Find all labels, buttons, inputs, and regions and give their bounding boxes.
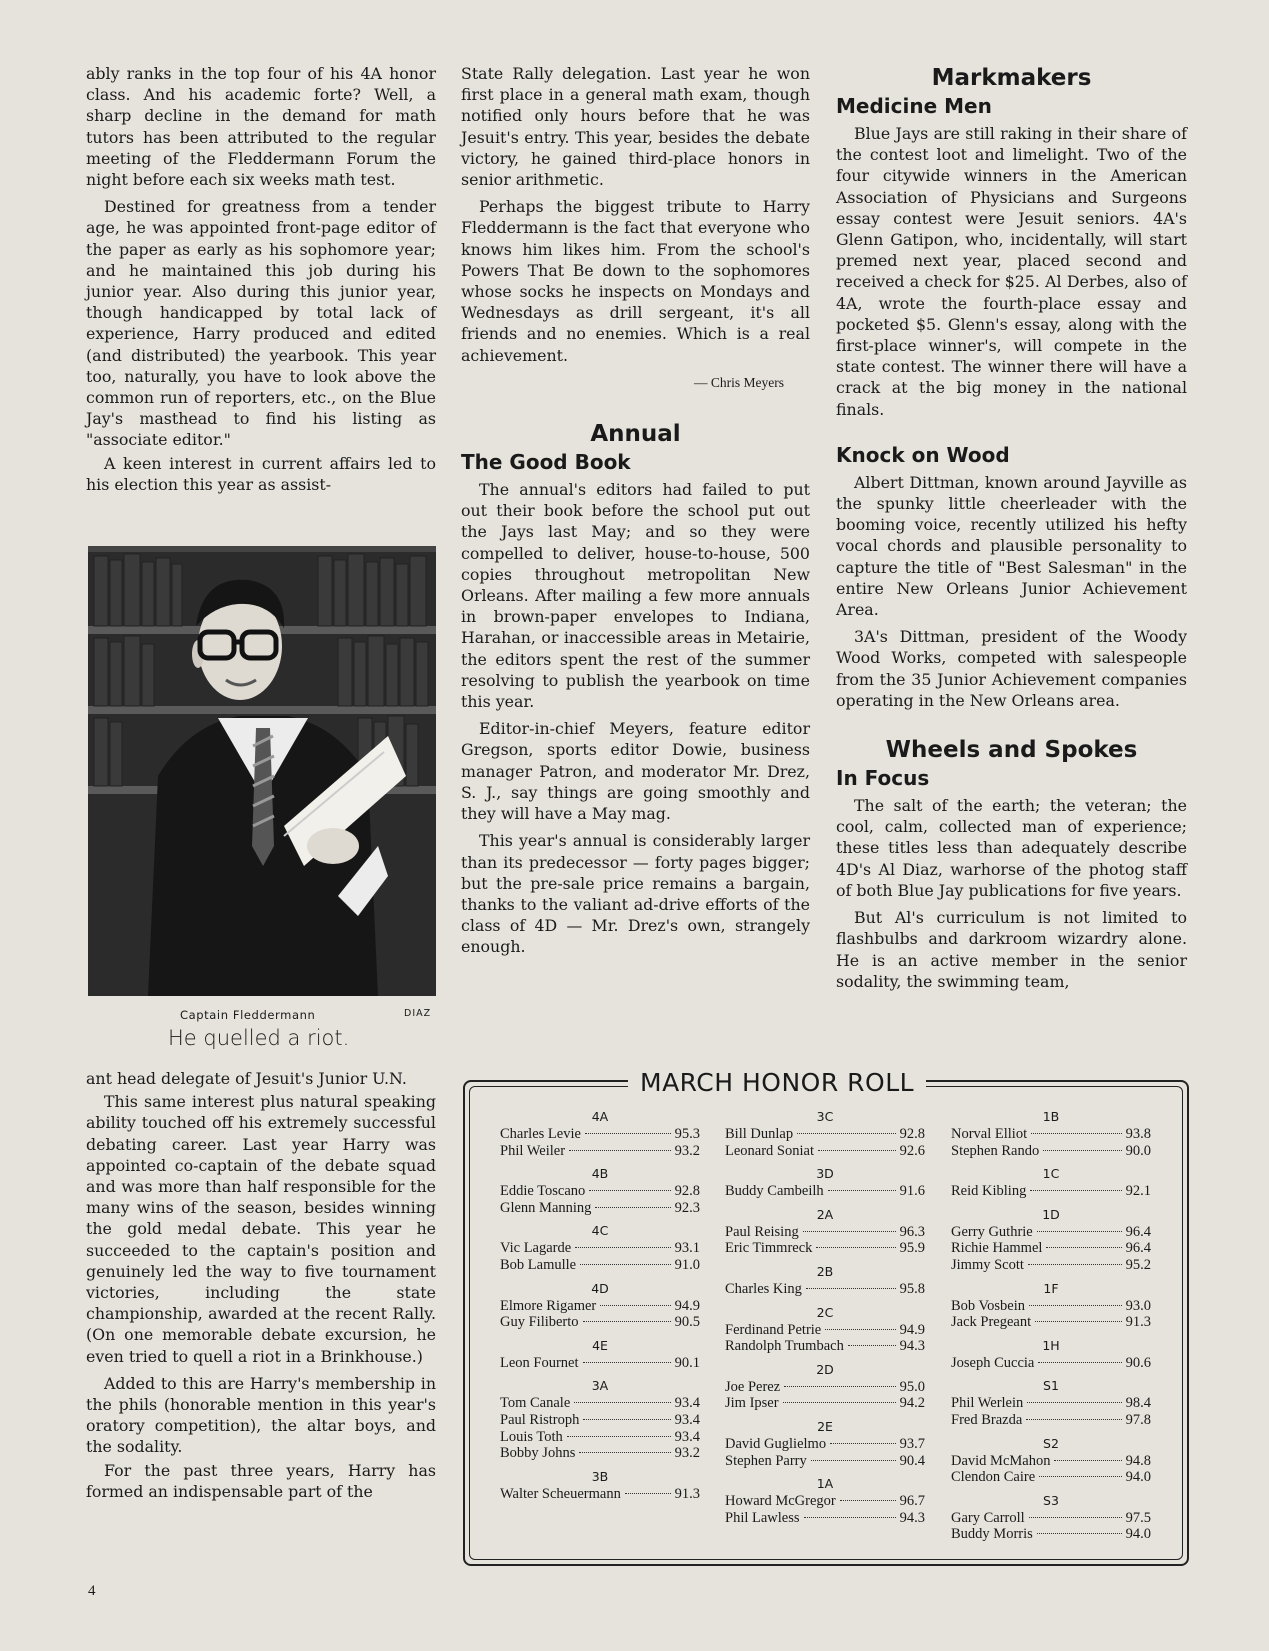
honor-roll-entry — [725, 1436, 925, 1453]
honor-roll-class-group — [951, 1280, 1151, 1331]
article-paragraph: Perhaps the biggest tribute to Harry Fleddermann is the fact that everyone who knows him likes him. From the school's Powers That Be down to the sophomores whose socks he inspects on Mondays and Wednesdays as drill sergeant, it's all friends and no enemies. Which is a real achievement. — [461, 197, 810, 365]
leader-dots — [1054, 1460, 1121, 1461]
article-paragraph: Added to this are Harry's membership in the phils (honorable mention in this year's oratory competition), the altar boys, and the sodality. — [86, 1373, 436, 1457]
student-score: 90.1 — [674, 1354, 700, 1371]
honor-roll-entry — [725, 1224, 925, 1241]
honor-roll-entry — [725, 1281, 925, 1298]
leader-dots — [1026, 1419, 1121, 1420]
student-name: Paul Reising — [725, 1223, 799, 1240]
leader-dots — [1037, 1231, 1122, 1232]
honor-roll-entry — [951, 1314, 1151, 1331]
honor-roll-class-group — [725, 1206, 925, 1257]
leader-dots — [1046, 1247, 1121, 1248]
student-score: 96.4 — [1125, 1240, 1151, 1257]
student-name: Leon Fournet — [500, 1354, 579, 1371]
student-score: 92.6 — [899, 1142, 925, 1159]
honor-roll-class-label: 2E — [817, 1418, 833, 1434]
honor-roll-class-group — [951, 1165, 1151, 1200]
article-paragraph: The salt of the earth; the veteran; the cool, calm, collected man of experience; these titles less than adequately describe 4D's Al Diaz, warhorse of the photog staff of both Blue Jay publications for five years. — [836, 796, 1187, 900]
student-score: 93.0 — [1125, 1297, 1151, 1314]
student-name: Phil Lawless — [725, 1509, 800, 1526]
honor-roll-class-label: 2C — [816, 1304, 834, 1320]
article-paragraph: A keen interest in current affairs led to his election this year as assist- — [86, 453, 436, 494]
student-name: Buddy Morris — [951, 1526, 1033, 1543]
student-name: Walter Scheuermann — [500, 1485, 621, 1502]
student-score: 94.3 — [899, 1338, 925, 1355]
student-score: 91.6 — [899, 1183, 925, 1200]
leader-dots — [1029, 1517, 1122, 1518]
student-name: Randolph Trumbach — [725, 1338, 844, 1355]
honor-roll-class-group — [951, 1492, 1151, 1543]
student-name: Joseph Cuccia — [951, 1354, 1035, 1371]
honor-roll-column — [725, 1108, 925, 1532]
leader-dots — [595, 1207, 670, 1208]
student-name: Paul Ristroph — [500, 1411, 580, 1428]
honor-roll-class-label: 4A — [591, 1109, 609, 1124]
student-score: 93.4 — [674, 1395, 700, 1412]
student-name: Norval Elliot — [951, 1126, 1028, 1142]
honor-roll-class-label: 4D — [591, 1280, 609, 1296]
student-score: 94.3 — [899, 1509, 925, 1526]
student-name: Reid Kibling — [951, 1183, 1027, 1200]
student-score: 95.3 — [674, 1126, 700, 1142]
student-name: Bobby Johns — [500, 1445, 576, 1462]
section-title-annual: Annual — [590, 421, 681, 448]
student-score: 96.7 — [899, 1493, 925, 1510]
student-name: Glenn Manning — [500, 1199, 592, 1216]
article-paragraph: Albert Dittman, known around Jayville as the spunky little cheerleader with the booming voice, recently utilized his hefty vocal chords and plausible personality to capture the title of "Best Salesman" in the entire New Orleans Junior Achievement Area. — [836, 472, 1187, 620]
honor-roll-entry — [951, 1526, 1151, 1543]
leader-dots — [600, 1305, 670, 1306]
honor-roll-class-group — [500, 1468, 700, 1503]
honor-roll-entry — [725, 1143, 925, 1160]
honor-roll-entry — [951, 1355, 1151, 1372]
honor-roll-class-group — [725, 1475, 925, 1526]
student-score: 94.9 — [674, 1297, 700, 1314]
section-title-wheels: Wheels and Spokes — [885, 737, 1138, 764]
student-score: 95.0 — [899, 1378, 925, 1395]
student-name: Louis Toth — [500, 1428, 563, 1445]
leader-dots — [585, 1133, 671, 1134]
honor-roll-entry — [725, 1493, 925, 1510]
student-score: 94.8 — [1125, 1452, 1151, 1469]
leader-dots — [580, 1264, 671, 1265]
photo-caption-label: Captain Fleddermann — [180, 1008, 316, 1022]
student-score: 92.8 — [674, 1183, 700, 1200]
honor-roll-entry — [725, 1240, 925, 1257]
leader-dots — [589, 1190, 670, 1191]
student-score: 97.8 — [1125, 1411, 1151, 1428]
honor-roll-entry — [951, 1510, 1151, 1527]
leader-dots — [579, 1452, 670, 1453]
honor-roll-class-label: 1D — [1042, 1206, 1060, 1222]
honor-roll-entry — [951, 1143, 1151, 1160]
leader-dots — [583, 1321, 671, 1322]
student-name: Eric Timmreck — [725, 1240, 813, 1257]
section-subtitle: Medicine Men — [836, 94, 992, 118]
leader-dots — [569, 1150, 671, 1151]
section-subtitle: In Focus — [836, 766, 930, 791]
section-title-markmakers: Markmakers — [931, 65, 1092, 91]
honor-roll-entry — [951, 1240, 1151, 1257]
leader-dots — [1037, 1533, 1122, 1534]
honor-roll-class-label: 2A — [816, 1206, 834, 1222]
student-score: 95.9 — [899, 1240, 925, 1257]
honor-roll-entry — [951, 1453, 1151, 1470]
honor-roll-class-group — [500, 1165, 700, 1216]
student-name: Bill Dunlap — [725, 1126, 794, 1142]
honor-roll-entry — [500, 1314, 700, 1331]
honor-roll-class-group — [725, 1108, 925, 1159]
honor-roll-entry — [500, 1445, 700, 1462]
student-name: Richie Hammel — [951, 1240, 1043, 1257]
student-score: 90.0 — [1125, 1142, 1151, 1159]
honor-roll-class-group — [951, 1337, 1151, 1372]
honor-roll-entry — [500, 1412, 700, 1429]
leader-dots — [830, 1443, 896, 1444]
student-name: Elmore Rigamer — [500, 1297, 597, 1314]
honor-roll-class-group — [951, 1377, 1151, 1428]
article-paragraph: Blue Jays are still raking in their share of the contest loot and limelight. Two of the four citywide winners in the American Association of Physicians and Surgeons essay contest were Jesuit seniors. 4A's Glenn Gatipon, who, incidentally, will start premed next year, placed second and received a check for $25. Al Derbes, also of 4A, wrote the fourth-place essay and pocketed $5. Glenn's essay, along with the first-place winner's, will compete in the state contest. The winner there will have a crack at the big money in the national finals. — [836, 124, 1187, 419]
photo-credit: DIAZ — [404, 1008, 432, 1019]
article-paragraph: ably ranks in the top four of his 4A honor class. And his academic forte? Well, a sharp decline in the demand for math tutors has been attributed to the regular meeting of the Fleddermann Forum the night before each six weeks math test. — [86, 64, 436, 190]
student-name: Charles Levie — [500, 1126, 581, 1142]
honor-roll-entry — [500, 1429, 700, 1446]
student-name: Stephen Rando — [951, 1142, 1040, 1159]
honor-roll-entry — [725, 1183, 925, 1200]
student-name: Tom Canale — [500, 1395, 571, 1412]
honor-roll-header — [463, 1068, 1185, 1098]
student-score: 90.5 — [674, 1314, 700, 1331]
student-name: Ferdinand Petrie — [725, 1321, 822, 1338]
honor-roll-entry — [500, 1298, 700, 1315]
article-paragraph: 3A's Dittman, president of the Woody Wood Works, competed with salespeople from the 35 Junior Achievement companies operating in the New Orleans area. — [836, 627, 1187, 710]
honor-roll-column — [951, 1108, 1151, 1549]
leader-dots — [811, 1460, 896, 1461]
honor-roll-entry — [500, 1240, 700, 1257]
honor-roll-class-label: 1A — [816, 1476, 834, 1492]
honor-roll-class-group — [725, 1418, 925, 1469]
leader-dots — [583, 1419, 670, 1420]
honor-roll-entry — [951, 1126, 1151, 1143]
student-score: 93.2 — [674, 1142, 700, 1159]
honor-roll-class-label: 3C — [816, 1109, 834, 1124]
page-number: 4 — [88, 1583, 96, 1599]
leader-dots — [583, 1362, 671, 1363]
article-paragraph: Destined for greatness from a tender age, he was appointed front-page editor of the paper as early as his sophomore year; and he maintained this job during his junior year. Also during this junior year, though handicapped by total lack of experience, Harry produced and edited (and distributed) the yearbook. This year too, naturally, you have to look above the common run of reporters, etc., on the Blue Jay's masthead to find his listing as "associate editor." — [86, 197, 436, 450]
student-name: Fred Brazda — [951, 1411, 1023, 1428]
student-name: Phil Werlein — [951, 1395, 1024, 1412]
byline: — Chris Meyers — [694, 374, 784, 390]
leader-dots — [1030, 1190, 1121, 1191]
student-score: 95.8 — [899, 1280, 925, 1297]
honor-roll-entry — [725, 1126, 925, 1143]
student-score: 92.3 — [674, 1199, 700, 1216]
honor-roll-class-label: S3 — [1043, 1492, 1059, 1508]
honor-roll-entry — [500, 1486, 700, 1503]
article-paragraph: Editor-in-chief Meyers, feature editor Gregson, sports editor Dowie, business manager Patron, and moderator Mr. Drez, S. J., say things are going smoothly and they will have a May mag. — [461, 719, 810, 824]
student-name: Howard McGregor — [725, 1493, 836, 1510]
honor-roll-class-label: 4C — [591, 1223, 609, 1239]
honor-roll-class-label: S2 — [1043, 1435, 1059, 1451]
column-3 — [836, 63, 1187, 992]
honor-roll-entry — [951, 1183, 1151, 1200]
student-name: Gary Carroll — [951, 1509, 1025, 1526]
student-name: Jim Ipser — [725, 1395, 779, 1412]
student-score: 97.5 — [1125, 1509, 1151, 1526]
leader-dots — [1031, 1133, 1122, 1134]
column-1-article — [86, 63, 436, 495]
honor-roll-class-group — [725, 1165, 925, 1200]
article-paragraph: This same interest plus natural speaking ability touched off his extremely successful debating career. Last year Harry was appointed co-captain of the debate squad and was more than half responsible for the many wins of the season, besides winning the gold medal debate. This year he succeeded to the captain's position and genuinely led the way to five tournament victories, including the state championship, awarded at the recent Rally. (On one memorable debate excursion, he even tried to quell a riot in a Brinkhouse.) — [86, 1092, 436, 1366]
honor-roll-class-label: 3A — [591, 1378, 609, 1394]
article-paragraph: This year's annual is considerably larger than its predecessor — forty pages bigger; but the pre-sale price remains a bargain, thanks to the valiant ad-drive efforts of the class of 4D — Mr. Drez's own, strangely enough. — [461, 831, 810, 957]
student-name: Bob Lamulle — [500, 1256, 577, 1273]
leader-dots — [840, 1500, 896, 1501]
leader-dots — [567, 1436, 671, 1437]
leader-dots — [803, 1231, 896, 1232]
student-score: 91.3 — [1125, 1314, 1151, 1331]
leader-dots — [848, 1345, 896, 1346]
student-score: 92.1 — [1125, 1183, 1151, 1200]
student-score: 93.1 — [674, 1240, 700, 1257]
student-name: Stephen Parry — [725, 1452, 807, 1469]
article-paragraph: But Al's curriculum is not limited to flashbulbs and darkroom wizardry alone. He is an active member in the senior sodality, the swimming team, — [836, 908, 1187, 991]
honor-roll-class-group — [725, 1263, 925, 1298]
honor-roll-entry — [725, 1338, 925, 1355]
honor-roll-class-label: 1C — [1042, 1166, 1060, 1182]
column-1-article-continued — [86, 1068, 436, 1502]
honor-roll-class-label: 2B — [816, 1263, 834, 1279]
honor-roll-entry — [500, 1143, 700, 1160]
honor-roll-class-group — [500, 1108, 700, 1159]
student-score: 91.0 — [674, 1256, 700, 1273]
honor-roll-class-label: 3D — [816, 1166, 834, 1182]
student-score: 90.6 — [1125, 1354, 1151, 1371]
student-score: 91.3 — [674, 1485, 700, 1502]
article-paragraph: For the past three years, Harry has formed an indispensable part of the — [86, 1460, 436, 1501]
leader-dots — [804, 1517, 896, 1518]
student-name: Joe Perez — [725, 1378, 781, 1395]
leader-dots — [1039, 1476, 1121, 1477]
leader-dots — [818, 1150, 896, 1151]
honor-roll-class-group — [500, 1222, 700, 1273]
column-2 — [461, 63, 810, 958]
honor-roll-entry — [500, 1257, 700, 1274]
honor-roll-entry — [725, 1379, 925, 1396]
student-score: 94.0 — [1125, 1526, 1151, 1543]
portrait-illustration — [88, 546, 436, 996]
honor-roll-class-label: 1H — [1042, 1337, 1060, 1353]
student-score: 95.2 — [1125, 1256, 1151, 1273]
leader-dots — [797, 1133, 896, 1134]
student-score: 93.4 — [674, 1411, 700, 1428]
leader-dots — [1038, 1362, 1121, 1363]
honor-roll-class-group — [500, 1337, 700, 1372]
student-name: David Guglielmo — [725, 1435, 827, 1452]
leader-dots — [1027, 1402, 1121, 1403]
student-name: Buddy Cambeilh — [725, 1183, 824, 1200]
student-score: 93.7 — [899, 1435, 925, 1452]
leader-dots — [1028, 1264, 1122, 1265]
leader-dots — [825, 1329, 895, 1330]
student-name: Guy Filiberto — [500, 1314, 579, 1331]
honor-roll-entry — [951, 1469, 1151, 1486]
student-name: Charles King — [725, 1280, 802, 1297]
student-score: 93.4 — [674, 1428, 700, 1445]
leader-dots — [625, 1493, 671, 1494]
leader-dots — [1035, 1321, 1122, 1322]
student-score: 92.8 — [899, 1126, 925, 1142]
honor-roll-entry — [500, 1200, 700, 1217]
student-score: 96.4 — [1125, 1223, 1151, 1240]
student-name: Eddie Toscano — [500, 1183, 586, 1200]
honor-roll-entry — [725, 1510, 925, 1527]
student-score: 93.8 — [1125, 1126, 1151, 1142]
student-name: Clendon Caire — [951, 1469, 1036, 1486]
honor-roll-class-group — [725, 1304, 925, 1355]
honor-roll-class-group — [500, 1377, 700, 1461]
honor-roll-class-label: 1B — [1042, 1109, 1060, 1124]
honor-roll-class-label: 1F — [1043, 1280, 1059, 1296]
student-name: Jack Pregeant — [951, 1314, 1032, 1331]
article-paragraph: State Rally delegation. Last year he won first place in a general math exam, though notified only hours before that he was Jesuit's entry. This year, besides the debate victory, he gained third-place honors in senior arithmetic. — [461, 64, 810, 190]
honor-roll-entry — [725, 1395, 925, 1412]
honor-roll-column — [500, 1108, 700, 1508]
honor-roll-entry — [500, 1395, 700, 1412]
student-score: 90.4 — [899, 1452, 925, 1469]
student-name: Vic Lagarde — [500, 1240, 572, 1257]
honor-roll-class-label: S1 — [1043, 1378, 1059, 1394]
honor-roll-class-group — [951, 1435, 1151, 1486]
honor-roll-class-label: 4E — [592, 1337, 608, 1353]
student-score: 93.2 — [674, 1445, 700, 1462]
student-score: 94.2 — [899, 1395, 925, 1412]
honor-roll-entry — [951, 1298, 1151, 1315]
student-score: 94.0 — [1125, 1469, 1151, 1486]
honor-roll-entry — [951, 1395, 1151, 1412]
article-paragraph: ant head delegate of Jesuit's Junior U.N. — [86, 1069, 407, 1088]
honor-roll-class-group — [725, 1361, 925, 1412]
student-score: 98.4 — [1125, 1395, 1151, 1412]
student-name: Jimmy Scott — [951, 1256, 1024, 1273]
student-name: Leonard Soniat — [725, 1142, 814, 1159]
leader-dots — [1043, 1150, 1121, 1151]
honor-roll-entry — [951, 1412, 1151, 1429]
honor-roll-entry — [725, 1322, 925, 1339]
honor-roll-entry — [725, 1453, 925, 1470]
leader-dots — [574, 1402, 670, 1403]
article-paragraph: The annual's editors had failed to put out their book before the school put out the Jays last May; and so they were compelled to deliver, house-to-house, 500 copies throughout metropolitan New Orleans. After mailing a few more annuals in brown-paper envelopes to Indiana, Harahan, or inaccessible areas in Metairie, the editors spent the rest of the summer resolving to publish the yearbook on time this year. — [461, 480, 810, 712]
leader-dots — [575, 1247, 670, 1248]
photo-captain-fleddermann — [88, 546, 436, 996]
honor-roll-entry — [500, 1355, 700, 1372]
honor-roll-class-group — [500, 1280, 700, 1331]
honor-roll-class-label: 4B — [591, 1166, 609, 1182]
leader-dots — [816, 1247, 895, 1248]
student-name: Gerry Guthrie — [951, 1223, 1033, 1240]
honor-roll-entry — [500, 1126, 700, 1143]
honor-roll-entry — [951, 1257, 1151, 1274]
honor-roll-class-group — [951, 1108, 1151, 1159]
honor-roll-entry — [500, 1183, 700, 1200]
leader-dots — [828, 1190, 896, 1191]
student-name: Bob Vosbein — [951, 1297, 1025, 1314]
honor-roll-entry — [951, 1224, 1151, 1241]
student-name: David McMahon — [951, 1452, 1051, 1469]
honor-roll-class-label: 3B — [591, 1468, 609, 1484]
honor-roll-class-group — [951, 1206, 1151, 1274]
honor-roll-title: MARCH HONOR ROLL — [628, 1068, 926, 1098]
honor-roll-class-label: 2D — [816, 1361, 834, 1377]
student-score: 96.3 — [899, 1223, 925, 1240]
student-name: Phil Weiler — [500, 1142, 566, 1159]
section-subtitle: Knock on Wood — [836, 442, 1010, 467]
section-subtitle: The Good Book — [461, 450, 631, 475]
leader-dots — [783, 1402, 896, 1403]
leader-dots — [806, 1288, 896, 1289]
student-score: 94.9 — [899, 1321, 925, 1338]
leader-dots — [784, 1386, 895, 1387]
leader-dots — [1029, 1305, 1122, 1306]
photo-caption: He quelled a riot. — [168, 1026, 350, 1050]
